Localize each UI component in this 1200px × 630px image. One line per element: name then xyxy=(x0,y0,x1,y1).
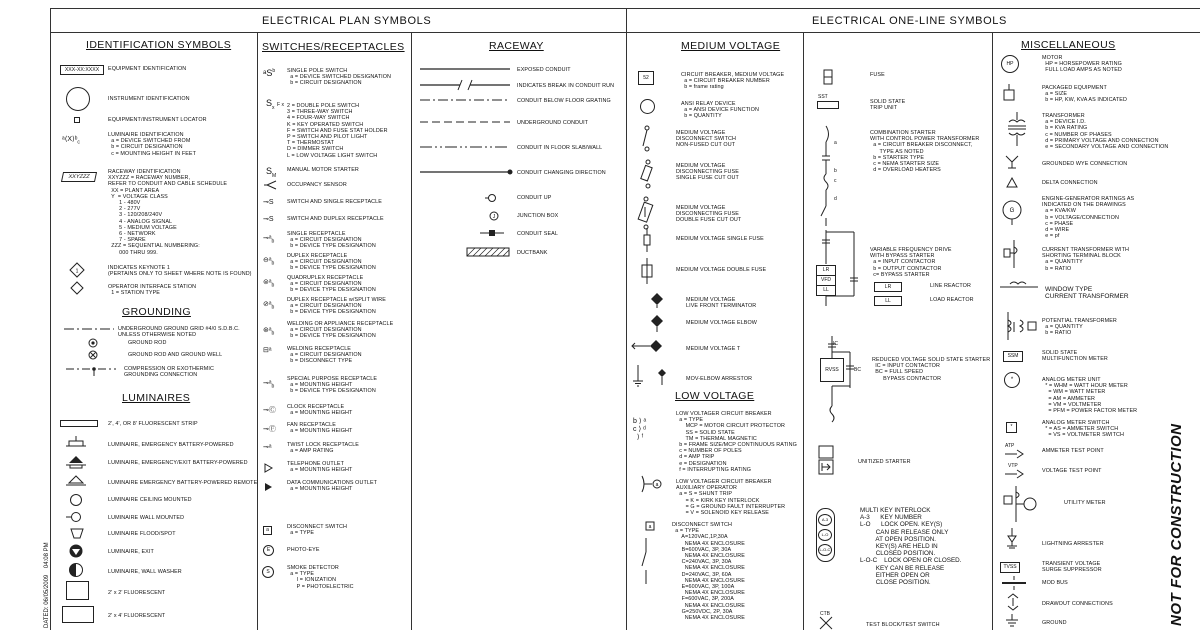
mv-label: ANSI RELAY DEVICE a = ANSI DEVICE FUNCTION b = QUANTITY xyxy=(681,101,759,120)
equipment-tag-symbol: XXX-XX:XXXX xyxy=(60,65,104,75)
misc-label: SOLID STATE MULTIFUNCTION METER xyxy=(1042,350,1108,363)
mod-bus-icon xyxy=(1002,576,1026,590)
raceway-label: CONDUIT CHANGING DIRECTION xyxy=(517,170,606,176)
ground-well-icon xyxy=(88,350,98,360)
ground-rod-label: GROUND ROD xyxy=(128,340,167,346)
switch-types-icon: $S_x$ F x xyxy=(266,98,284,111)
potential-transformer-icon xyxy=(1000,312,1040,340)
relay-device-icon xyxy=(640,99,655,114)
duplex-receptacle-icon: ⊖ᵃ$_b$ xyxy=(263,257,275,267)
lv-label: LOW VOLTAGER CIRCUIT BREAKER a = TYPE MCP = MOTOR CIRCUIT PROTECTOR SS = SOLID STATE TM = THERMAL MAGNETIC b = FRAME SIZE/MCP CONTINUOUS RATING c = NUMBER OF POLES d = AMP TRIP e = DESIGNATION f = INTERRUPTING RATING xyxy=(676,411,797,473)
vfd-stack xyxy=(816,265,836,297)
fluorescent-2x4-icon xyxy=(62,606,94,623)
raceway-label: CONDUIT IN FLOOR SLAB/WALL xyxy=(517,145,603,151)
ceiling-luminaire-icon xyxy=(70,494,82,506)
smoke-detector-icon: S xyxy=(262,566,274,578)
line-reactor-icon: LR xyxy=(874,282,902,292)
delta-icon xyxy=(1006,177,1018,188)
lv-label: LOW VOLTAGER CIRCUIT BREAKER AUXILIARY OPERATOR a = S = SHUNT TRIP = K = KIRK KEY INTERLOCK = G = GROUND FAULT INTERRUPTER = V = SOLENOID KEY RELEASE xyxy=(676,479,786,517)
mv-label: MEDIUM VOLTAGE DISCONNECT SWITCH NON-FUSED CUT OUT xyxy=(676,130,736,149)
raceway-tag-symbol: XXYZZZ xyxy=(61,172,97,182)
analog-meter-icon: * xyxy=(1004,372,1020,388)
receptacle-label: FAN RECEPTACLE a = MOUNTING HEIGHT xyxy=(287,422,353,435)
transformer-icon xyxy=(1000,112,1034,146)
column-divider xyxy=(411,32,412,630)
meter-switch-icon: * xyxy=(1006,422,1017,433)
wall-luminaire-icon xyxy=(66,511,82,523)
svg-text:1: 1 xyxy=(75,268,79,275)
remote-luminaire-icon xyxy=(66,475,86,489)
tag-d: d xyxy=(834,196,837,202)
switch-types-label: 2 = DOUBLE POLE SWITCH 3 = THREE-WAY SWITCH 4 = FOUR-WAY SWITCH K = KEY OPERATED SWITCH F = SWITCH AND FUSE STAT HOLDER P = SWITCH AND PILOT LIGHT T = THERMOSTAT D = DIMMER SWITCH L = LOW VOLTAGE LIGHT SWITCH xyxy=(287,103,388,159)
low-voltage-heading: LOW VOLTAGE xyxy=(675,390,755,402)
luminaire-label: 2' x 4' FLUORESCENT xyxy=(108,613,166,619)
window-ct-icon xyxy=(1000,282,1038,294)
luminaire-label: LUMINAIRE, EMERGENCY BATTERY-POWERED xyxy=(108,442,234,448)
misc-label: LIGHTNING ARRESTER xyxy=(1042,541,1104,547)
mv-label: MEDIUM VOLTAGE DISCONNECTING FUSE DOUBLE FUSE CUT OUT xyxy=(676,205,742,224)
misc-label: DELTA CONNECTION xyxy=(1042,180,1098,186)
misc-label: PACKAGED EQUIPMENT a = SIZE b = HP, KW, KVA AS INDICATED xyxy=(1042,85,1127,104)
mv-double-fuse-cutout-icon xyxy=(638,195,658,231)
motor-icon: HP xyxy=(1001,55,1019,73)
operator-interface-label: OPERATOR INTERFACE STATION 1 = STATION TYPE xyxy=(108,284,197,297)
plan-symbols-title: ELECTRICAL PLAN SYMBOLS xyxy=(262,15,432,27)
test-block-icon xyxy=(820,617,832,629)
ground-grid-label: UNDERGROUND GROUND GRID #4/0 S.D.B.C. UNLESS OTHERWISE NOTED xyxy=(118,326,240,339)
conduit-seal-icon xyxy=(480,228,504,238)
oneline-symbols-title: ELECTRICAL ONE-LINE SYMBOLS xyxy=(812,15,1007,27)
equipment-identification-label: EQUIPMENT IDENTIFICATION xyxy=(108,66,187,72)
receptacle-label: TWIST LOCK RECEPTACLE a = AMP RATING xyxy=(287,442,359,455)
mv-elbow-icon xyxy=(650,314,664,332)
raceway-label: CONDUIT SEAL xyxy=(517,231,558,237)
misc-label: POTENTIAL TRANSFORMER a = QUANTITY b = RATIO xyxy=(1042,318,1117,337)
ground-grid-line-icon xyxy=(64,325,114,333)
single-receptacle-icon: ⊸ᵃ$_b$ xyxy=(263,235,275,245)
tag-a: a xyxy=(834,140,837,146)
fluorescent-strip-icon xyxy=(60,420,98,427)
smoke-detector-label: SMOKE DETECTOR a = TYPE I = IONIZATION P = PHOTOELECTRIC xyxy=(287,565,354,590)
lv-breaker-icon: b ⟩ ᵃ c ⟩ ᵈ ⟩ ᶠ xyxy=(633,418,647,441)
fuse-icon xyxy=(823,68,833,88)
identification-heading: IDENTIFICATION SYMBOLS xyxy=(86,39,232,51)
wall-washer-icon xyxy=(68,562,84,578)
luminaire-label: 2', 4', OR 8' FLUORESCENT STRIP xyxy=(108,421,198,427)
receptacle-label: DUPLEX RECEPTACLE a = CIRCUIT DESIGNATION b = DEVICE TYPE DESIGNATION xyxy=(287,253,376,272)
oneline-label: UNITIZED STARTER xyxy=(858,459,911,465)
packaged-equipment-icon xyxy=(1003,84,1015,102)
welding-receptacle-icon: ⊛ᵃ$_b$ xyxy=(263,327,275,337)
ssm-icon: SSM xyxy=(1003,351,1023,362)
misc-label: AMMETER TEST POINT xyxy=(1042,448,1104,454)
twist-lock-icon: ⊸ᵃ xyxy=(263,444,272,451)
luminaire-id-symbol: ᵃ⟨X⟩ᵇ$_c$ xyxy=(62,136,80,146)
quadruplex-receptacle-icon: ⊜ᵃ$_b$ xyxy=(263,279,275,289)
receptacle-label: DUPLEX RECEPTACLE w/SPLIT WIRE a = CIRCUIT DESIGNATION b = DEVICE TYPE DESIGNATION xyxy=(287,297,386,316)
instrument-circle-icon xyxy=(66,87,90,111)
misc-label: MOD BUS xyxy=(1042,580,1068,586)
switch-label: SINGLE POLE SWITCH a = DEVICE SWITCHED DESIGNATION b = CIRCUIT DESIGNATION xyxy=(287,68,391,87)
svg-text:J: J xyxy=(492,214,496,220)
luminaire-label: LUMINAIRE CEILING MOUNTED xyxy=(108,497,192,503)
mv-disconnect-icon xyxy=(640,124,654,154)
photo-eye-icon: E xyxy=(263,545,274,556)
luminaire-label: LUMINAIRE, EXIT xyxy=(108,549,154,555)
not-for-construction-stamp: NOT FOR CONSTRUCTION xyxy=(1168,423,1185,626)
receptacle-label: QUADRUPLEX RECEPTACLE a = CIRCUIT DESIGNATION b = DEVICE TYPE DESIGNATION xyxy=(287,275,376,294)
mv-label: MEDIUM VOLTAGE LIVE FRONT TERMINATOR xyxy=(686,297,757,310)
ground-rod-icon xyxy=(88,338,98,348)
lv-disconnect-icon xyxy=(640,522,660,584)
misc-label: UTILITY METER xyxy=(1064,500,1106,506)
svg-text:a: a xyxy=(648,524,652,530)
keynote-label: INDICATES KEYNOTE 1 (PERTAINS ONLY TO SHEET WHERE NOTE IS FOUND) xyxy=(108,265,252,278)
misc-label: DRAWOUT CONNECTIONS xyxy=(1042,601,1113,607)
fan-receptacle-icon: ⊸Ⓕ xyxy=(263,426,276,433)
load-reactor-icon: LL xyxy=(874,296,902,306)
time-text: 04:08 PM xyxy=(44,542,50,569)
unitized-starter-icon xyxy=(818,446,834,480)
mv-terminator-icon xyxy=(650,292,664,308)
receptacle-label: SINGLE RECEPTACLE a = CIRCUIT DESIGNATION b = DEVICE TYPE DESIGNATION xyxy=(287,231,376,250)
keynote-diamond-icon xyxy=(70,263,84,277)
vtp-tag: VTP xyxy=(1008,463,1018,469)
switch-label: SWITCH AND DUPLEX RECEPTACLE xyxy=(287,216,384,222)
flood-luminaire-icon xyxy=(70,528,84,540)
rvss-box: RVSS xyxy=(820,358,844,382)
atp-tag: ATP xyxy=(1005,443,1015,449)
mv-label: MOV-ELBOW ARRESTOR xyxy=(686,376,753,382)
oneline-label: LINE REACTOR xyxy=(930,283,971,289)
raceway-label: DUCTBANK xyxy=(517,250,548,256)
mov-arrestor-icon xyxy=(632,365,672,387)
raceway-label: CONDUIT UP xyxy=(517,195,552,201)
receptacle-label: SPECIAL PURPOSE RECEPTACLE a = MOUNTING HEIGHT b = DEVICE TYPE DESIGNATION xyxy=(287,376,378,395)
key-a3: A-3 xyxy=(818,514,832,526)
mv-label: MEDIUM VOLTAGE ELBOW xyxy=(686,320,757,326)
operator-station-icon xyxy=(71,282,83,294)
fluorescent-2x2-icon xyxy=(66,581,89,600)
miscellaneous-heading: MISCELLANEOUS xyxy=(1021,39,1116,51)
welding-disconnect-icon: ⊟ᵃ xyxy=(263,347,272,354)
frame-title-line xyxy=(50,32,1200,33)
mv-breaker-icon: 52 xyxy=(638,71,654,85)
emergency-luminaire-icon xyxy=(66,436,86,450)
luminaire-label: LUMINAIRE, WALL WASHER xyxy=(108,569,182,575)
compression-connection-label: COMPRESSION OR EXOTHERMIC GROUNDING CONNECTION xyxy=(124,366,214,379)
mv-double-fuse-icon xyxy=(641,258,653,284)
key-lo: L-O xyxy=(818,529,832,541)
frame-top-line xyxy=(50,8,1200,9)
split-wire-receptacle-icon: ⊘ᵃ$_b$ xyxy=(263,301,275,311)
misc-label: GROUND xyxy=(1042,620,1067,626)
raceway-heading: RACEWAY xyxy=(489,40,544,52)
date-text: DATED: 06/05/2009 xyxy=(44,574,50,628)
sst-icon xyxy=(817,101,839,109)
receptacle-label: WELDING OR APPLIANCE RECEPTACLE a = CIRCUIT DESIGNATION b = DEVICE TYPE DESIGNATION xyxy=(287,321,394,340)
misc-label: CURRENT TRANSFORMER WITH SHORTING TERMINAL BLOCK a = QUANTITY b = RATIO xyxy=(1042,247,1129,272)
luminaire-label: 2' x 2' FLUORESCENT xyxy=(108,590,166,596)
mv-t-icon xyxy=(632,338,666,358)
vfd-box: VFD xyxy=(816,276,836,286)
bc-tag: BC xyxy=(854,367,861,373)
oneline-label: FUSE xyxy=(870,72,885,78)
exit-luminaire-icon xyxy=(68,543,84,559)
photo-eye-label: PHOTO-EYE xyxy=(287,547,320,553)
luminaires-heading: LUMINAIRES xyxy=(122,392,191,404)
conduit-up-icon xyxy=(485,191,499,205)
raceway-label: JUNCTION BOX xyxy=(517,213,559,219)
raceway-label: INDICATES BREAK IN CONDUIT RUN xyxy=(517,83,615,89)
receptacle-label: TELEPHONE OUTLET a = MOUNTING HEIGHT xyxy=(287,461,353,474)
instrument-identification-label: INSTRUMENT IDENTIFICATION xyxy=(108,96,190,102)
lightning-arrester-icon xyxy=(1005,528,1019,550)
occupancy-sensor-icon xyxy=(264,180,278,190)
switch-duplex-receptacle-icon: ⊸S xyxy=(263,216,274,223)
oneline-label: TEST BLOCK/TEST SWITCH xyxy=(866,622,940,628)
oneline-label: REDUCED VOLTAGE SOLID STATE STARTER IC = INPUT CONTACTOR BC = FULL SPEED BYPASS CONTACTOR xyxy=(872,357,991,382)
voltage-test-point-icon xyxy=(1005,469,1025,479)
luminaire-label: LUMINAIRE WALL MOUNTED xyxy=(108,515,185,521)
lv-label: DISCONNECT SWITCH a = TYPE A=120VAC,1P,30A NEMA 4X ENCLOSURE B=600VAC, 3P, 30A NEMA 4X ENCLOSURE C=240VAC, 3P, 30A NEMA 4X ENCLOSURE D=240VAC, 3P, 60A NEMA 4X ENCLOSURE E=600VAC, 3P, 100A NEMA 4X ENCLOSURE F=600VAC, 3P, 200A NEMA 4X ENCLOSURE G=250VDC, 2P, 30A NEMA 4X ENCLOSURE xyxy=(672,522,745,622)
switch-single-receptacle-icon: ⊸S xyxy=(263,199,274,206)
combination-starter-icon xyxy=(820,126,860,226)
grounded-wye-icon xyxy=(1005,155,1019,171)
misc-label: WINDOW TYPE CURRENT TRANSFORMER xyxy=(1045,286,1129,300)
mv-label: CIRCUIT BREAKER, MEDIUM VOLTAGE a = CIRCUIT BREAKER NUMBER b = frame rating xyxy=(681,72,785,91)
mv-label: MEDIUM VOLTAGE SINGLE FUSE xyxy=(676,236,764,242)
receptacle-label: CLOCK RECEPTACLE a = MOUNTING HEIGHT xyxy=(287,404,353,417)
ductbank-icon xyxy=(467,247,509,257)
raceway-identification-label: RACEWAY IDENTIFICATION XXYZZZ = RACEWAY NUMBER, REFER TO CONDUIT AND CABLE SCHEDULE XX = PLANT AREA Y = VOLTAGE CLASS 1 - 480V 2 - 277V 3 - 120/208/240V 4 - ANALOG SIGNAL 5 - MEDIUM VOLTAGE 6 - NETWORK 7 - SPARE ZZZ = SEQUENTIAL NUMBERING: 000 THRU 999. xyxy=(108,169,228,256)
raceway-label: EXPOSED CONDUIT xyxy=(517,67,571,73)
svg-text:G: G xyxy=(1009,208,1015,214)
ic-tag: IC xyxy=(833,341,838,347)
special-receptacle-icon: ⊸ᵃ$_b$ xyxy=(263,380,275,390)
disconnect-label: DISCONNECT SWITCH a = TYPE xyxy=(287,524,347,537)
raceway-line-icons xyxy=(420,66,510,186)
raceway-label: CONDUIT BELOW FLOOR GRATING xyxy=(517,98,611,104)
receptacle-label: DATA COMMUNICATIONS OUTLET a = MOUNTING HEIGHT xyxy=(287,480,378,493)
key-loc: L-O-C xyxy=(818,544,832,556)
switch-label: MANUAL MOTOR STARTER xyxy=(287,167,359,173)
luminaire-label: LUMINAIRE, EMERGENCY/EXIT BATTERY-POWERED xyxy=(108,460,248,466)
lv-auxiliary-operator-icon xyxy=(636,476,666,494)
oneline-label: SOLID STATE TRIP UNIT xyxy=(870,99,906,112)
mv-single-fuse-cutout-icon xyxy=(640,158,656,190)
sst-tag: SST xyxy=(818,94,828,100)
oneline-label: VARIABLE FREQUENCY DRIVE WITH BYPASS STARTER a = INPUT CONTACTOR b = OUTPUT CONTACTOR c= BYPASS STARTER xyxy=(870,247,952,278)
motor-starter-icon: $S_M$ xyxy=(266,166,277,179)
switches-heading: SWITCHES/RECEPTACLES xyxy=(262,41,405,53)
misc-label: ENGINE-GENERATOR RATINGS AS INDICATED ON THE DRAWINGS a = KVA/KW b = VOLTAGE/CONNECTION c = PHASE d = WIRE e = pf xyxy=(1042,196,1135,240)
svg-text:a: a xyxy=(655,482,659,488)
tag-b: b xyxy=(834,168,837,174)
luminaire-label: LUMINAIRE FLOOD/SPOT xyxy=(108,531,176,537)
misc-label: VOLTAGE TEST POINT xyxy=(1042,468,1102,474)
tag-c: c xyxy=(834,178,837,184)
misc-label: TRANSFORMER a = DEVICE I.D. b = KVA RATING c = NUMBER OF PHASES d = PRIMARY VOLTAGE AND CONNECTION e = SECONDARY VOLTAGE AND CONNECTION xyxy=(1042,113,1169,151)
telephone-outlet-icon xyxy=(263,463,273,473)
ctb-tag: CTB xyxy=(820,611,830,617)
data-outlet-icon xyxy=(263,482,273,492)
compression-connection-icon xyxy=(66,364,116,376)
oneline-label: LOAD REACTOR xyxy=(930,297,974,303)
column-divider xyxy=(803,32,804,630)
single-pole-switch-icon: ᵃS$^b$ xyxy=(263,68,276,78)
ground-well-label: GROUND ROD AND GROUND WELL xyxy=(128,352,223,358)
clock-receptacle-icon: ⊸Ⓒ xyxy=(263,407,276,414)
sheet-divider xyxy=(626,8,627,630)
misc-label: MOTOR HP = HORSEPOWER RATING FULL LOAD AMPS AS NOTED xyxy=(1042,55,1122,74)
disconnect-switch-icon: a xyxy=(263,526,272,535)
date-stamp xyxy=(44,542,50,628)
switch-label: OCCUPANCY SENSOR xyxy=(287,182,347,188)
tvss-icon: TVSS xyxy=(1000,562,1020,573)
ground-icon xyxy=(1005,614,1019,628)
key-interlock-label: MULTI KEY INTERLOCK A-3 KEY NUMBER L-O LOCK OPEN. KEY(S) CAN BE RELEASE ONLY AT OPEN POSITION. KEY(S) ARE HELD IN CLOSED POSITION. L-O-C LOCK OPEN OR CLOSED. KEY CAN BE RELEASE EITHER OPEN OR CLOSE POSITION. xyxy=(860,507,962,587)
junction-box-icon xyxy=(488,210,500,222)
misc-label: TRANSIENT VOLTAGE SURGE SUPPRESSOR xyxy=(1042,561,1102,574)
ll-box: LL xyxy=(816,286,836,296)
column-divider xyxy=(257,32,258,630)
mv-label: MEDIUM VOLTAGE T xyxy=(686,346,741,352)
utility-meter-icon xyxy=(1002,486,1040,522)
receptacle-label: WELDING RECEPTACLE a = CIRCUIT DESIGNATION b = DISCONNECT TYPE xyxy=(287,346,362,365)
medium-voltage-heading: MEDIUM VOLTAGE xyxy=(681,40,781,52)
ammeter-test-point-icon xyxy=(1005,449,1025,459)
switch-label: SWITCH AND SINGLE RECEPTACLE xyxy=(287,199,382,205)
misc-label: GROUNDED WYE CONNECTION xyxy=(1042,161,1128,167)
locator-square-icon xyxy=(74,117,80,123)
mv-single-fuse-icon xyxy=(642,228,652,252)
frame-left-line xyxy=(50,8,51,630)
raceway-label: UNDERGROUND CONDUIT xyxy=(517,120,589,126)
drawout-icon xyxy=(1006,594,1020,610)
mv-label: MEDIUM VOLTAGE DOUBLE FUSE xyxy=(676,267,767,273)
locator-label: EQUIPMENT/INSTRUMENT LOCATOR xyxy=(108,117,207,123)
column-divider xyxy=(992,32,993,630)
grounding-heading: GROUNDING xyxy=(122,306,191,318)
lr-box: LR xyxy=(816,265,836,276)
misc-label: ANALOG METER SWITCH * = AS = AMMETER SWITCH = VS = VOLTMETER SWITCH xyxy=(1042,420,1124,439)
emergency-exit-luminaire-icon xyxy=(66,455,86,469)
luminaire-identification-label: LUMINAIRE IDENTIFICATION a = DEVICE SWITCHED FROM b = CIRCUIT DESIGNATION c = MOUNTING HEIGHT IN FEET xyxy=(108,132,197,157)
current-transformer-icon xyxy=(1002,240,1026,268)
luminaire-label: LUMINAIRE EMERGENCY BATTERY-POWERED REMOTE xyxy=(108,480,258,486)
misc-label: ANALOG METER UNIT * = WHM = WATT HOUR METER = WM = WATT METER = AM = AMMETER = VM = VOLTMETER = PFM = POWER FACTOR METER xyxy=(1042,377,1138,415)
oneline-label: COMBINATION STARTER WITH CONTROL POWER TRANSFORMER a = CIRCUIT BREAKER DISCONNECT, TYPE AS NOTED b = STARTER TYPE c = NEMA STARTER SIZE d = OVERLOAD HEATERS xyxy=(870,130,980,174)
engine-generator-icon xyxy=(1002,199,1024,225)
mv-label: MEDIUM VOLTAGE DISCONNECTING FUSE SINGLE FUSE CUT OUT xyxy=(676,163,739,182)
